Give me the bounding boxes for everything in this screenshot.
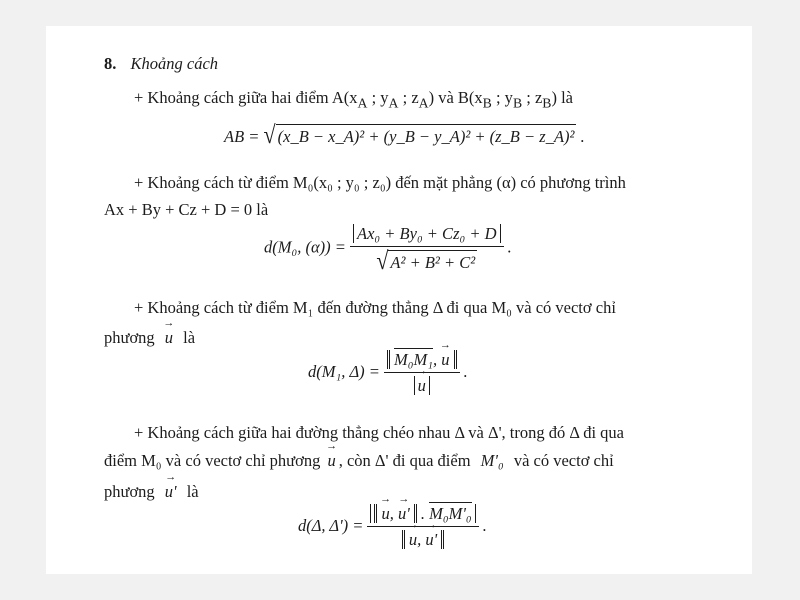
formula-distance-point-line: d(M₁, Δ) = M₀M₁, → u → u . — [308, 350, 468, 396]
formula2-numerator: Ax₀ + By₀ + Cz₀ + D — [353, 224, 501, 243]
formula4-fraction: → u, → u' . M₀M'₀ → u, → u' — [367, 504, 478, 550]
section-number: 8. — [104, 54, 117, 73]
vector-u: → u — [327, 451, 335, 471]
item3-line2: phương → u là — [104, 328, 195, 348]
item1-text: + Khoảng cách giữa hai điểm $A(x_A$ ; $y_A$ ; $z_A$) và $B(x_B$ ; $y_B$ ; $z_B$) là — [134, 88, 573, 111]
sqrt-symbol: √ — [376, 245, 389, 275]
document-page — [46, 26, 752, 574]
section-heading — [104, 54, 218, 74]
sqrt-symbol: √ — [263, 119, 276, 149]
vector-u-prime: → u' — [398, 504, 410, 524]
item4-line2: điểm M₀ và có vectơ chỉ phương → u , còn Δ' đi qua điểm M'₀ và có vectơ chỉ — [104, 451, 614, 471]
formula-distance-point-plane: d(M₀, (α)) = Ax₀ + By₀ + Cz₀ + D √ A² + B² + C² . — [264, 224, 512, 275]
vector-u: → u — [441, 350, 449, 370]
formula3-fraction: M₀M₁, → u → u — [384, 350, 459, 396]
formula2-fraction — [350, 224, 504, 273]
vector-m0m1: M₀M₁ — [394, 350, 434, 369]
vector-m0m0-prime: M₀M'₀ — [429, 504, 472, 523]
section-title: Khoảng cách — [130, 54, 219, 73]
formula1-expression: (x_B − x_A)² + (y_B − y_A)² + (z_B − z_A)² — [276, 124, 577, 147]
item4-line1: + Khoảng cách giữa hai đường thẳng chéo nhau Δ và Δ', trong đó Δ đi qua — [134, 423, 624, 442]
formula-distance-two-points: AB = √ (x_B − x_A)² + (y_B − y_A)² + (z_B − z_A)² . — [224, 119, 585, 149]
vector-u: → u — [418, 376, 426, 396]
item3-line1: + Khoảng cách từ điểm M₁ đến đường thẳng Δ đi qua M₀ và có vectơ chỉ — [134, 298, 616, 317]
formula3-lhs: d(M₁, Δ) = — [308, 361, 380, 381]
formula1-sqrt — [263, 119, 577, 149]
vector-u-prime: → u' — [425, 530, 437, 550]
formula-distance-skew-lines: d(Δ, Δ') = → u, → u' . M₀M'₀ → u, → u' . — [298, 504, 487, 550]
formula2-denominator: A² + B² + C² — [388, 250, 477, 273]
formula4-lhs: d(Δ, Δ') = — [298, 515, 364, 535]
vector-u: → u — [409, 530, 417, 550]
vector-u: → u — [165, 328, 173, 348]
vector-u-prime: → u' — [165, 482, 177, 502]
formula2-lhs: d(M₀, (α)) = — [264, 237, 346, 257]
formula1-lhs: AB = — [224, 127, 260, 146]
item2-line2: Ax + By + Cz + D = 0 là — [104, 200, 269, 219]
point-m0-prime: M'₀ — [480, 451, 504, 470]
item2-line1: + Khoảng cách từ điểm M₀(x₀ ; y₀ ; z₀) đến mặt phẳng (α) có phương trình — [134, 173, 626, 192]
vector-u: → u — [381, 504, 389, 524]
item4-line3: phương → u' là — [104, 482, 199, 502]
